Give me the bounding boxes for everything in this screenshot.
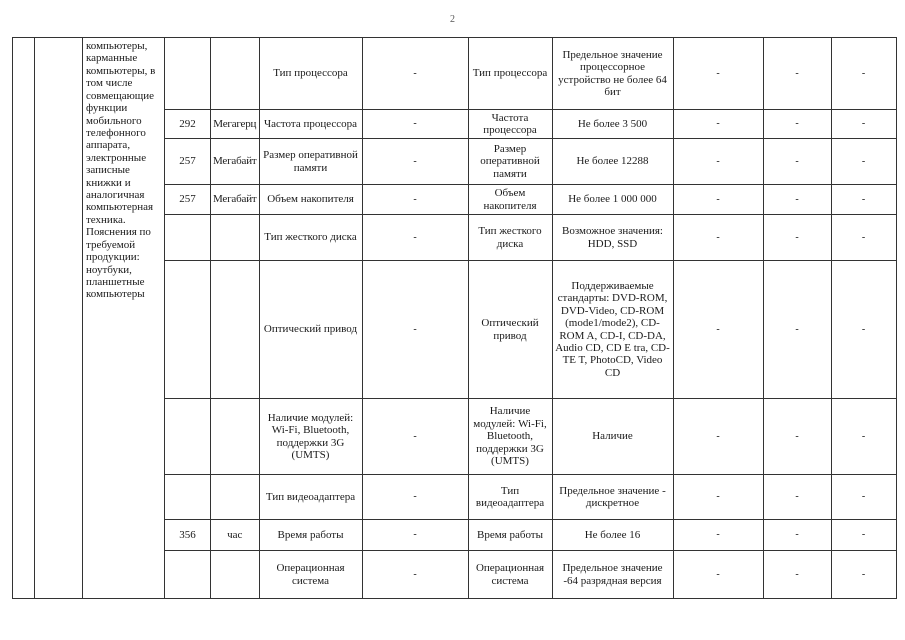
dash-cell: - [673, 520, 763, 551]
dash-cell: - [763, 261, 831, 399]
characteristic-cell: Оптический привод [468, 261, 552, 399]
page-number: 2 [450, 14, 455, 25]
characteristic-cell: Размер оперативной памяти [468, 139, 552, 185]
dash-cell: - [831, 139, 896, 185]
dash-cell: - [763, 185, 831, 215]
dash-cell: - [831, 520, 896, 551]
unit-cell: Мегабайт [211, 185, 260, 215]
limit-value-cell: Не более 1 000 000 [552, 185, 673, 215]
unit-cell [211, 38, 260, 110]
dash-cell: - [831, 215, 896, 261]
value-cell: - [362, 38, 468, 110]
specification-table [12, 37, 897, 599]
limit-value-cell: Не более 16 [552, 520, 673, 551]
dash-cell: - [673, 551, 763, 599]
okei-code-cell [165, 38, 211, 110]
dash-cell: - [673, 38, 763, 110]
unit-cell [211, 215, 260, 261]
limit-value-cell: Предельное значение -64 разрядная версия [552, 551, 673, 599]
dash-cell: - [831, 551, 896, 599]
limit-value-cell: Предельное значение процессорное устройство не более 64 бит [552, 38, 673, 110]
dash-cell: - [673, 139, 763, 185]
characteristic-cell: Тип жесткого диска [259, 215, 362, 261]
value-cell: - [362, 261, 468, 399]
characteristic-cell: Время работы [468, 520, 552, 551]
dash-cell: - [673, 110, 763, 139]
limit-value-cell: Не более 3 500 [552, 110, 673, 139]
characteristic-cell: Объем накопителя [259, 185, 362, 215]
value-cell: - [362, 110, 468, 139]
okei-code-cell: 257 [165, 185, 211, 215]
value-cell: - [362, 551, 468, 599]
characteristic-cell: Тип жесткого диска [468, 215, 552, 261]
limit-value-cell: Возможное значения: HDD, SSD [552, 215, 673, 261]
limit-value-cell: Поддерживаемые стандарты: DVD-ROM, DVD-Video, CD-ROM (mode1/mode2), CD-ROM A, CD-I, CD-DA, Audio CD, CD E tra, CD-TE T, PhotoCD, Video CD [552, 261, 673, 399]
value-cell: - [362, 520, 468, 551]
dash-cell: - [673, 185, 763, 215]
characteristic-cell: Размер оперативной памяти [259, 139, 362, 185]
characteristic-cell: Оптический привод [259, 261, 362, 399]
characteristic-cell: Операционная система [259, 551, 362, 599]
value-cell: - [362, 475, 468, 520]
characteristic-cell: Объем накопителя [468, 185, 552, 215]
table-row [13, 38, 897, 110]
empty-cell [35, 38, 83, 599]
dash-cell: - [763, 38, 831, 110]
unit-cell [211, 551, 260, 599]
characteristic-cell: Частота процессора [468, 110, 552, 139]
dash-cell: - [763, 110, 831, 139]
characteristic-cell: Время работы [259, 520, 362, 551]
dash-cell: - [831, 475, 896, 520]
characteristic-cell: Тип процессора [259, 38, 362, 110]
okei-code-cell [165, 215, 211, 261]
value-cell: - [362, 139, 468, 185]
okei-code-cell [165, 399, 211, 475]
characteristic-cell: Операционная система [468, 551, 552, 599]
unit-cell: Мегабайт [211, 139, 260, 185]
value-cell: - [362, 215, 468, 261]
dash-cell: - [763, 399, 831, 475]
dash-cell: - [763, 551, 831, 599]
characteristic-cell: Наличие модулей: Wi-Fi, Bluetooth, поддержки 3G (UMTS) [468, 399, 552, 475]
empty-cell [13, 38, 35, 599]
dash-cell: - [831, 185, 896, 215]
dash-cell: - [763, 215, 831, 261]
limit-value-cell: Наличие [552, 399, 673, 475]
limit-value-cell: Не более 12288 [552, 139, 673, 185]
dash-cell: - [831, 38, 896, 110]
dash-cell: - [831, 399, 896, 475]
unit-cell [211, 261, 260, 399]
dash-cell: - [673, 261, 763, 399]
dash-cell: - [831, 110, 896, 139]
product-description: компьютеры, карманные компьютеры, в том числе совмещающие функции мобильного телефонного аппарата, электронные записные книжки и аналогичная компьютерная техника. Пояснения по требуемой продукции: ноутбуки, планшетные компьютеры [83, 38, 165, 599]
dash-cell: - [673, 215, 763, 261]
unit-cell [211, 399, 260, 475]
okei-code-cell [165, 551, 211, 599]
unit-cell: Мегагерц [211, 110, 260, 139]
characteristic-cell: Частота процессора [259, 110, 362, 139]
dash-cell: - [763, 475, 831, 520]
unit-cell: час [211, 520, 260, 551]
okei-code-cell [165, 475, 211, 520]
dash-cell: - [673, 475, 763, 520]
okei-code-cell: 292 [165, 110, 211, 139]
value-cell: - [362, 399, 468, 475]
characteristic-cell: Тип видеоадаптера [259, 475, 362, 520]
dash-cell: - [763, 520, 831, 551]
limit-value-cell: Предельное значение - дискретное [552, 475, 673, 520]
characteristic-cell: Тип видеоадаптера [468, 475, 552, 520]
okei-code-cell [165, 261, 211, 399]
dash-cell: - [831, 261, 896, 399]
okei-code-cell: 356 [165, 520, 211, 551]
characteristic-cell: Тип процессора [468, 38, 552, 110]
dash-cell: - [763, 139, 831, 185]
dash-cell: - [673, 399, 763, 475]
characteristic-cell: Наличие модулей: Wi-Fi, Bluetooth, поддержки 3G (UMTS) [259, 399, 362, 475]
okei-code-cell: 257 [165, 139, 211, 185]
unit-cell [211, 475, 260, 520]
value-cell: - [362, 185, 468, 215]
